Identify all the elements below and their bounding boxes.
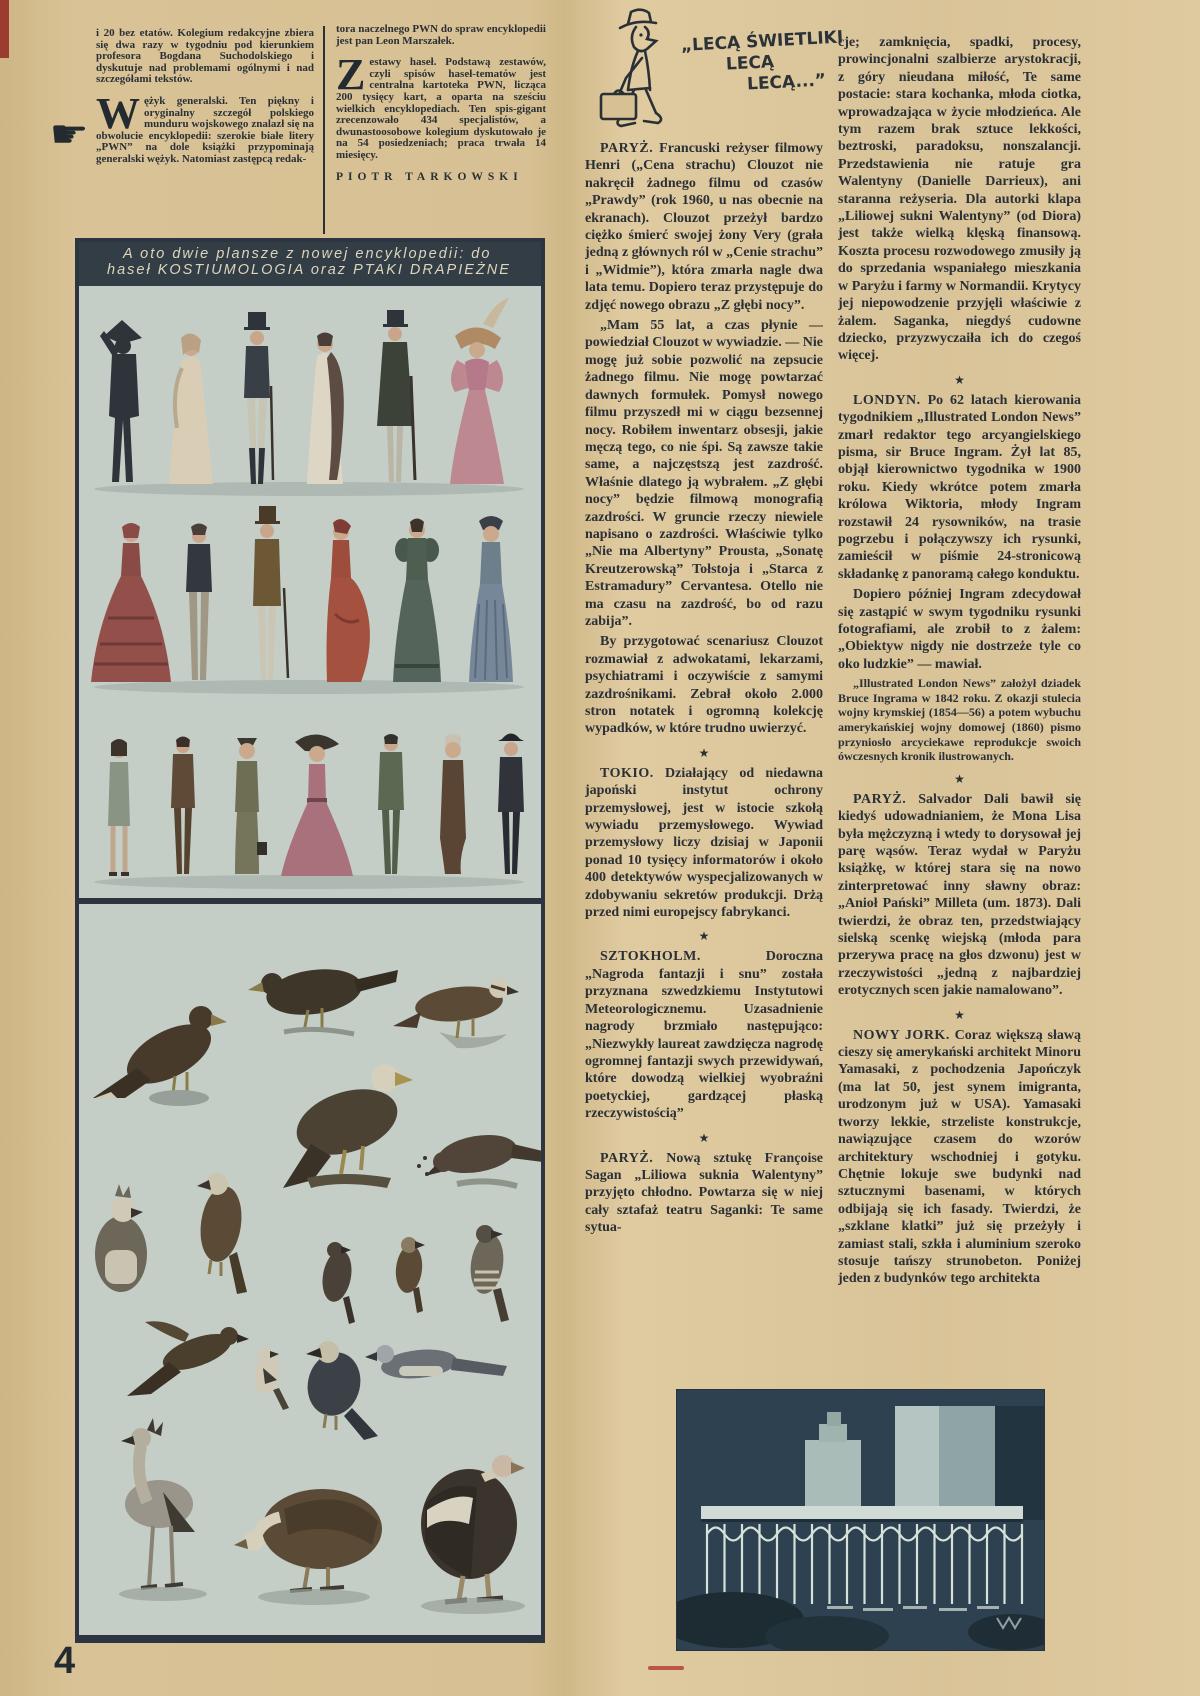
article-paragraph: By przygotować scenariusz Clouzot rozmawiał z adwokatami, lekarzami, psychiatrami i oczywiście z samymi zazdrośnikami. Zebrał około 2.000 stron notatek i ogromną kolekcję wypadków, w które trudno uwierzyć. (585, 634, 823, 737)
star-separator: ★ (954, 1007, 965, 1022)
red-edge-mark (0, 0, 9, 58)
top-left-column-1 (96, 28, 314, 176)
feature-title-line-2: LECĄ (725, 52, 775, 75)
star-separator: ★ (698, 1130, 710, 1145)
star-separator: ★ (698, 745, 710, 760)
article-paragraph: PARYŻ. Nową sztukę Françoise Sagan „Liliowa suknia Walentyny” przyjęto chłodno. Powtarza się w niej cały sztafaż teatru Saganki: Te same sytua- (585, 1150, 823, 1236)
feature-title (680, 27, 844, 98)
costume-figures-illustration (79, 286, 541, 898)
dropcap-w: W (96, 88, 140, 138)
article-paragraph: LONDYN. Po 62 latach kierowania tygodnikiem „Illustrated London News” zmarł redaktor tego arcyangielskiego pisma, sir Bruce Ingram. Żył lat 85, objął kierownictwo tygodnika w 1900 roku. Kiedy wkrótce potem zmarła królowa Wiktoria, młody Ingram rozstawił 24 rysowników, na trasie pogrzebu i połączywszy ich rysunki, zamieścił w piśmie 24-stronicową składankę z panoramą całego konduktu. (838, 392, 1081, 582)
banner-line-1: A oto dwie plansze z nowej encyklopedii: do (123, 246, 492, 262)
article-paragraph: Dopiero później Ingram zdecydował się zastąpić w swym tygodniku rysunki fotografiami, ale zrobił to z żalem: „Obiektyw nigdy nie dostrzeże tyle co oko ludzkie” — mawiał. (838, 587, 1081, 672)
paragraph: i 20 bez etatów. Kolegium redakcyjne zbiera się dwa razy w tygodniu pod kierunkiem profesora Bogdana Suchodolskiego i dyskutuje nad problemami ogólnymi i nad szczegółami tekstów. (96, 27, 314, 86)
article-paragraph: NOWY JORK. Coraz większą sławą cieszy się amerykański architekt Minoru Yamasaki, z pochodzenia Japończyk (ma lat 50, jest synem imigranta, urodzonym już w USA). Yamasaki tworzy lekkie, strzeliste konstrukcje, nawiązujące czasem do wzorów architektury wschodniej i gotyku. Chętnie lokuje swe budynki nad sztucznymi basenami, w których odbijają się ich fasady. Twierdzi, że „szklane klatki” już się przeżyły i zamiast stali, szkła i aluminium szeroko stosuje tańszy strunobeton. Poniżej jeden z budynków tego architekta (838, 1027, 1081, 1287)
birds-plate-illustration (79, 904, 541, 1635)
birds-of-prey-illustration (79, 904, 541, 1635)
feature-title-line-3: LECĄ...” (746, 70, 827, 95)
right-article-column (838, 34, 1081, 1296)
column-rule (323, 26, 325, 234)
dropcap-z: Z (336, 50, 366, 100)
article-paragraph: SZTOKHOLM. Doroczna „Nagroda fantazji i snu” została przyznana szwedzkiemu Instytutowi Meteorologicznemu. Uzasadnienie nagrody brzmiało następująco: „Niezwykły laureat zawdzięcza nagrodę ogromnej fantazji swych przewidywań, które dowodzą wielkiej wyobraźni poetyckiej, gardzącej płaską rzeczywistością” (585, 949, 823, 1122)
red-streak-mark (648, 1666, 684, 1670)
article-paragraph-smallprint: „Illustrated London News” założył dziadek Bruce Ingrama w 1842 roku. Z okazji stulecia wojny krymskiej (1854—56) a potem wybuchu amerykańskiej wojny domowej (1860) pismo przyniosło arcyciekawe reprodukcje swoich ówczesnych kronik ilustrowanych. (838, 676, 1081, 764)
article-paragraph: „Mam 55 lat, a czas płynie — powiedział Clouzot w wywiadzie. — Nie mogę już sobie pozwolić na zepsucie żadnego filmu. Nie mogę powtarzać dawnych formułek. Pomysł nowego filmu przyszedł mi w ciągu bezsennej nocy. Robiłem inwentarz obsesji, jakie męczą tego, co nie śpi. Są zawsze takie same, a najczęstszą jest zazdrość. Właśnie dlatego ją wybrałem. „Z głębi nocy” będzie filmową monografią zazdrości. W gruncie rzeczy niewiele napisano o zazdrości. Właściwie tylko „Nie ma Albertyny” Prousta, „Sonatę Kreutzerowską” Tołstoja i „Starca z Estramadury” Cervantesa. Otello nie ma czasu na zazdrość, bo od razu zabija”. (585, 318, 823, 629)
costume-plate-illustration (79, 286, 541, 898)
building-colonnade-illustration (677, 1390, 1044, 1650)
page-number: 4 (54, 1640, 76, 1682)
article-paragraph: TOKIO. Działający od niedawna japoński instytut ochrony przemysłowej, jest w istocie szkołą wywiadu przemysłowego. Wywiad przemysłowy liczy dzisiaj w Japonii ponad 10 tysięcy informatorów i około 400 detektywów wyspecjalizowanych w zdobywaniu sekretów produkcji. Drżą przed nimi europejscy fabrykanci. (585, 765, 823, 921)
star-separator: ★ (954, 771, 965, 786)
paragraph-dropcap: Zestawy haseł. Podstawą zestawów, czyli spisów haseł-tematów jest centralna kartoteka PWN, licząca 200 tysięcy kart, a oparta na sześciu wielkich encyklopediach. Ten spis-gigant zrecenzowało 434 specjalistów, a dwunastoosobowe kolegium dyskutowało je na 54 posiedzeniach; praca trwała 14 miesięcy. (336, 50, 546, 161)
plates-caption-banner (79, 242, 541, 286)
banner-line-2: haseł KOSTIUMOLOGIA oraz PTAKI DRAPIEŻNE (107, 262, 511, 278)
middle-article-column (585, 140, 823, 1298)
yamasaki-building-photo (677, 1390, 1044, 1650)
author-signature: PIOTR TARKOWSKI (336, 170, 523, 183)
paragraph: tora naczelnego PWN do spraw encyklopedii jest pan Leon Marszałek. (336, 23, 546, 47)
star-separator: ★ (698, 929, 710, 944)
paragraph-dropcap: Wężyk generalski. Ten piękny i oryginalny szczegół polskiego munduru wojskowego znalazł się na obwolucie encyklopedii: szerokie białe litery „PWN” na dole książki przypominają generalski wężyk. Natomiast zastępcą redak- (96, 88, 314, 165)
feature-title-line-1: „LECĄ ŚWIETLIKI (680, 27, 844, 56)
walking-man-illustration (590, 6, 682, 136)
top-left-column-2 (336, 24, 546, 183)
star-separator: ★ (954, 372, 965, 387)
article-paragraph: cje; zamknięcia, spadki, procesy, prowincjonalni szalbierze arystokracji, z góry nieudana miłość, Te same postacie: stara kochanka, młoda ciotka, wprowadzająca w życie młodzieńca. Ale tym razem brak sztuce lekkości, beztroski, paradoksu, nonszalancji. Przedstawienia nie ratuje gra Walentyny (Danielle Darrieux), ani staranna reżyseria. Dla autorki klapa „Liliowej sukni Walentyny” (od Diora) jest także wielką klęską finansową. Koszta procesu rozwodowego zmusiły ją do sprzedania wspaniałego mieszkania w Paryżu i farmy w Normandii. Krytycy jej niepowodzenie przyjęli właściwie z żalem. Saganka, niegdyś cudowne dziecko, przyzwyczaiła ich do czegoś więcej. (838, 35, 1081, 364)
article-paragraph: PARYŻ. Salvador Dali bawił się kiedyś udowadnianiem, że Mona Lisa była mężczyzną i wtedy to dorysował jej parę wąsów. Teraz wydał w Paryżu książkę, w której stara się na nowo zinterpretować inny sławny obraz: „Anioł Pański” Milleta (um. 1873). Dali twierdzi, że obraz ten, przedstwiający sielską scenkę wiejską (młoda para przerywa pracę na głos dzwonu) jest w rzeczywistości „jedną z najbardziej erotycznych scen jakie namalowano”. (838, 791, 1081, 999)
article-paragraph: PARYŻ. Francuski reżyser filmowy Henri („Cena strachu) Clouzot nie nakręcił żadnego filmu od czasów „Prawdy” (rok 1960, u nas obecnie na ekranach). Clouzot przeżył bardzo ciężko śmierć swojej żony Very (grała jedną z głównych ról w „Cenie strachu” i „Widmie”), która zmarła nagle dwa lata temu. Dopiero teraz przystępuje do zdjęć nowego obrazu „Z głębi nocy”. (585, 141, 823, 313)
feature-header (590, 6, 844, 138)
encyclopedia-plates-block (75, 238, 545, 1643)
manicule-icon: ☛ (49, 114, 89, 156)
